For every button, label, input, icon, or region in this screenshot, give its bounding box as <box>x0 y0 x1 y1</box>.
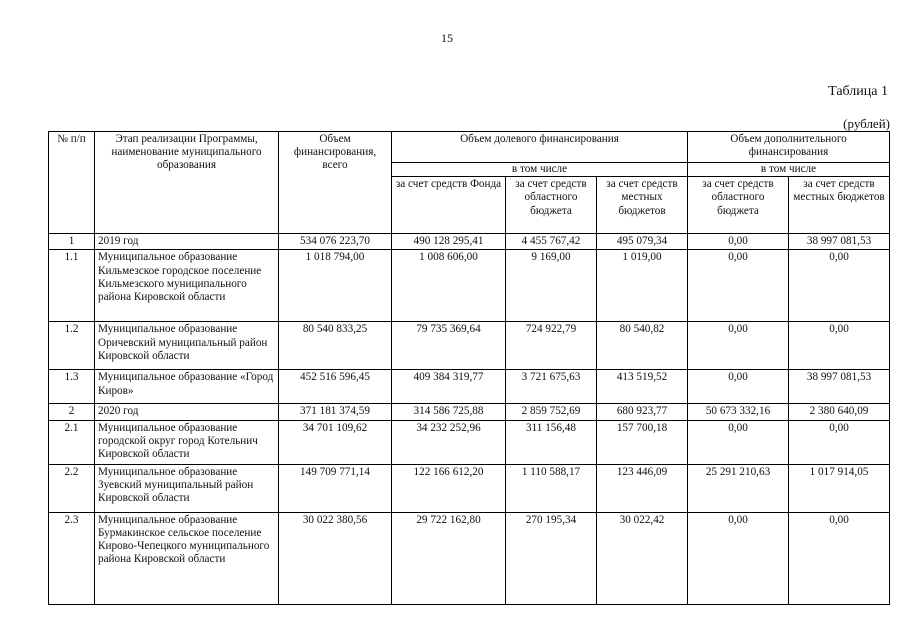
row-name: Муниципальное образование Кильмезское городское поселение Кильмезского муниципального района Кировской области <box>95 250 279 322</box>
row-add-regional-budget: 0,00 <box>688 234 789 250</box>
row-regional-budget: 2 859 752,69 <box>506 404 597 420</box>
row-total: 30 022 380,56 <box>279 512 392 604</box>
row-add-regional-budget: 0,00 <box>688 322 789 370</box>
row-total: 1 018 794,00 <box>279 250 392 322</box>
header-including-additional: в том числе <box>688 163 890 177</box>
row-regional-budget: 4 455 767,42 <box>506 234 597 250</box>
row-add-local-budgets: 1 017 914,05 <box>789 464 890 512</box>
row-regional-budget: 1 110 588,17 <box>506 464 597 512</box>
row-local-budgets: 413 519,52 <box>597 370 688 404</box>
financing-table <box>48 131 890 605</box>
header-add-local-budgets: за счет средств местных бюджетов <box>789 177 890 234</box>
header-fund: за счет средств Фонда <box>392 177 506 234</box>
row-fund: 79 735 369,64 <box>392 322 506 370</box>
header-total: Объем финансирования, всего <box>279 132 392 234</box>
row-name: Муниципальное образование Бурмакинское сельское поселение Кирово-Чепецкого муниципального района Кировской области <box>95 512 279 604</box>
row-total: 34 701 109,62 <box>279 420 392 464</box>
header-shared-financing: Объем долевого финансирования <box>392 132 688 163</box>
row-local-budgets: 680 923,77 <box>597 404 688 420</box>
row-local-budgets: 495 079,34 <box>597 234 688 250</box>
row-add-local-budgets: 38 997 081,53 <box>789 370 890 404</box>
row-regional-budget: 724 922,79 <box>506 322 597 370</box>
row-fund: 1 008 606,00 <box>392 250 506 322</box>
row-add-regional-budget: 25 291 210,63 <box>688 464 789 512</box>
row-name: 2019 год <box>95 234 279 250</box>
row-add-local-budgets: 0,00 <box>789 512 890 604</box>
row-fund: 122 166 612,20 <box>392 464 506 512</box>
row-name: 2020 год <box>95 404 279 420</box>
row-add-regional-budget: 50 673 332,16 <box>688 404 789 420</box>
row-regional-budget: 270 195,34 <box>506 512 597 604</box>
row-regional-budget: 311 156,48 <box>506 420 597 464</box>
row-name: Муниципальное образование городской округ город Котельнич Кировской области <box>95 420 279 464</box>
table-row <box>49 322 890 370</box>
row-number: 1.3 <box>49 370 95 404</box>
row-fund: 314 586 725,88 <box>392 404 506 420</box>
table-row <box>49 250 890 322</box>
units-label: (рублей) <box>843 116 890 131</box>
table-row <box>49 512 890 604</box>
row-number: 1.2 <box>49 322 95 370</box>
row-local-budgets: 30 022,42 <box>597 512 688 604</box>
header-num: № п/п <box>49 132 95 234</box>
row-regional-budget: 9 169,00 <box>506 250 597 322</box>
row-fund: 29 722 162,80 <box>392 512 506 604</box>
row-local-budgets: 80 540,82 <box>597 322 688 370</box>
row-number: 2.2 <box>49 464 95 512</box>
row-total: 149 709 771,14 <box>279 464 392 512</box>
table-label: Таблица 1 <box>828 84 888 99</box>
row-add-regional-budget: 0,00 <box>688 370 789 404</box>
row-add-local-budgets: 0,00 <box>789 322 890 370</box>
table-row <box>49 464 890 512</box>
row-add-local-budgets: 2 380 640,09 <box>789 404 890 420</box>
row-total: 80 540 833,25 <box>279 322 392 370</box>
row-number: 2.3 <box>49 512 95 604</box>
table-row <box>49 234 890 250</box>
row-fund: 409 384 319,77 <box>392 370 506 404</box>
row-name: Муниципальное образование Зуевский муниципальный район Кировской области <box>95 464 279 512</box>
row-add-regional-budget: 0,00 <box>688 420 789 464</box>
table-row <box>49 370 890 404</box>
row-local-budgets: 123 446,09 <box>597 464 688 512</box>
row-add-local-budgets: 0,00 <box>789 250 890 322</box>
row-add-local-budgets: 0,00 <box>789 420 890 464</box>
page-number: 15 <box>441 31 453 45</box>
header-local-budgets: за счет средств местных бюджетов <box>597 177 688 234</box>
table-row <box>49 420 890 464</box>
row-total: 534 076 223,70 <box>279 234 392 250</box>
row-name: Муниципальное образование «Город Киров» <box>95 370 279 404</box>
header-regional-budget: за счет средств областного бюджета <box>506 177 597 234</box>
row-number: 1.1 <box>49 250 95 322</box>
row-total: 452 516 596,45 <box>279 370 392 404</box>
row-total: 371 181 374,59 <box>279 404 392 420</box>
row-add-local-budgets: 38 997 081,53 <box>789 234 890 250</box>
row-name: Муниципальное образование Оричевский муниципальный район Кировской области <box>95 322 279 370</box>
row-local-budgets: 157 700,18 <box>597 420 688 464</box>
header-add-regional-budget: за счет средств областного бюджета <box>688 177 789 234</box>
row-add-regional-budget: 0,00 <box>688 512 789 604</box>
row-number: 1 <box>49 234 95 250</box>
header-stage: Этап реализации Программы, наименование муниципального образования <box>95 132 279 234</box>
row-fund: 490 128 295,41 <box>392 234 506 250</box>
row-fund: 34 232 252,96 <box>392 420 506 464</box>
header-including-shared: в том числе <box>392 163 688 177</box>
row-regional-budget: 3 721 675,63 <box>506 370 597 404</box>
row-number: 2 <box>49 404 95 420</box>
row-add-regional-budget: 0,00 <box>688 250 789 322</box>
row-local-budgets: 1 019,00 <box>597 250 688 322</box>
row-number: 2.1 <box>49 420 95 464</box>
header-additional-financing: Объем дополнительного финансирования <box>688 132 890 163</box>
table-row <box>49 404 890 420</box>
